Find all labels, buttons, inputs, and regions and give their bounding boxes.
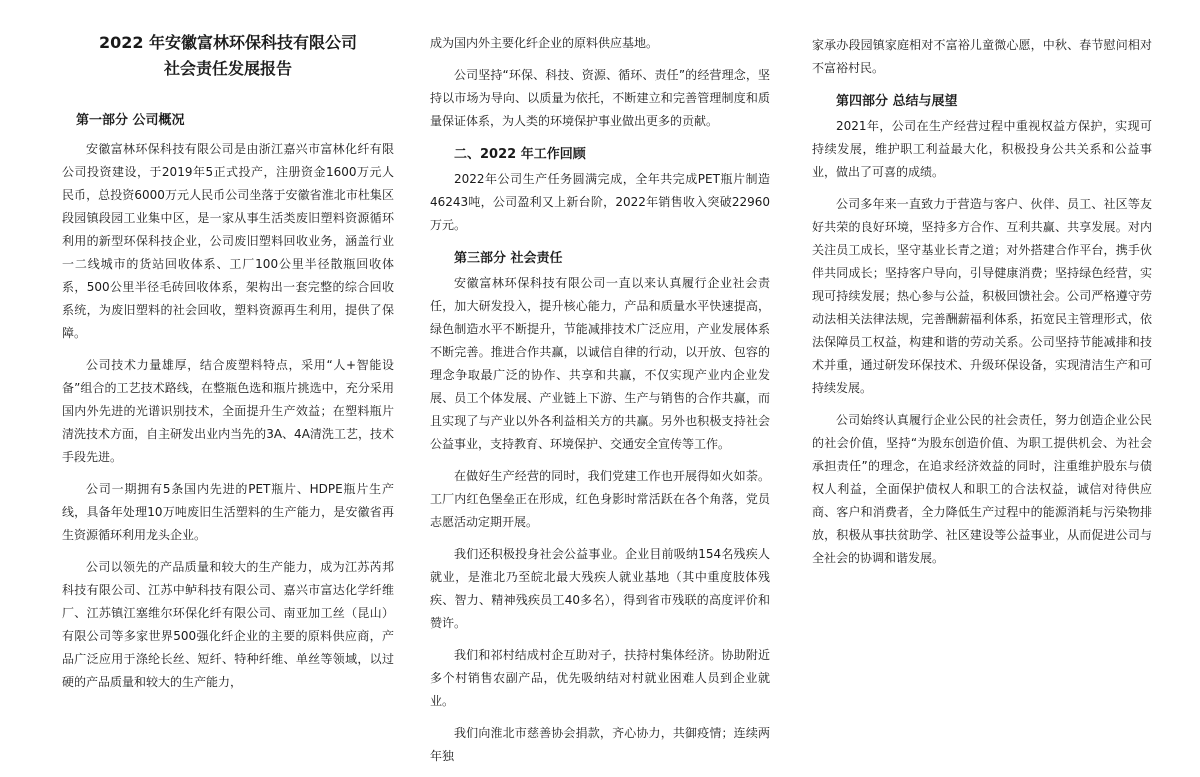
column-right [812, 34, 1152, 579]
paragraph: 我们向淮北市慈善协会捐款，齐心协力，共御疫情；连续两年独 [430, 726, 770, 763]
paragraph: 公司技术力量雄厚，结合废塑料特点，采用“人+智能设备”组合的工艺技术路线，在整瓶色选和瓶片挑选中，充分采用国内外先进的光谱识别技术，全面提升生产效益；在塑料瓶片清洗技术方面，自主研发出业内当先的3A、4A清洗工艺，技术手段先进。 [62, 358, 394, 464]
paragraph: 我们还积极投身社会公益事业。企业目前吸纳154名残疾人就业，是淮北乃至皖北最大残疾人就业基地（其中重度肢体残疾、智力、精神残疾员工40多名），得到省市残联的高度评价和赞许。 [430, 547, 770, 630]
section1-heading: 第一部分 公司概况 [76, 113, 185, 128]
section2-heading: 二、2022 年工作回顾 [454, 147, 586, 162]
paragraph: 我们和祁村结成村企互助对子，扶持村集体经济。协助附近多个村销售农副产品，优先吸纳结对村就业困难人员到企业就业。 [430, 648, 770, 708]
paragraph: 安徽富林环保科技有限公司是由浙江嘉兴市富林化纤有限公司投资建设，于2019年5正式投产，注册资金1600万元人民币，总投资6000万元人民币公司坐落于安徽省淮北市杜集区段园镇段园工业集中区，是一家从事生活类废旧塑料资源循环利用的新型环保科技企业，公司废旧塑料回收业务，涵盖行业一二线城市的货站回收体系、工厂100公里半径散瓶回收体系，500公里半径毛砖回收体系，架构出一套完整的综合回收系统，为废旧塑料的社会回收，塑料资源再生利用，提供了保障。 [62, 142, 394, 340]
paragraph: 公司始终认真履行企业公民的社会责任，努力创造企业公民的社会价值，坚持“为股东创造价值、为职工提供机会、为社会承担责任”的理念，在追求经济效益的同时，注重维护股东与债权人利益，全面保护债权人和职工的合法权益，诚信对待供应商、客户和消费者，全力降低生产过程中的能源消耗与污染物排放，积极从事扶贫助学、社区建设等公益事业，从而促进公司与全社会的协调和谐发展。 [812, 413, 1152, 565]
paragraph-continued: 成为国内外主要化纤企业的原料供应基地。 [430, 36, 659, 50]
report-title-line2: 社会责任发展报告 [163, 59, 292, 78]
paragraph-continued: 家承办段园镇家庭相对不富裕儿童微心愿，中秋、春节慰问相对不富裕村民。 [812, 38, 1152, 75]
section4-heading: 第四部分 总结与展望 [836, 94, 958, 109]
paragraph: 公司一期拥有5条国内先进的PET瓶片、HDPE瓶片生产线，具备年处理10万吨废旧生活塑料的生产能力，是安徽省再生资源循环利用龙头企业。 [62, 482, 394, 542]
report-title [62, 30, 394, 82]
section3-heading: 第三部分 社会责任 [454, 251, 563, 266]
paragraph: 2022年公司生产任务圆满完成，全年共完成PET瓶片制造46243吨，公司盈利又上新台阶，2022年销售收入突破22960万元。 [430, 172, 770, 232]
column-left [62, 30, 394, 703]
paragraph: 公司以领先的产品质量和较大的生产能力，成为江苏芮邦科技有限公司、江苏中鲈科技有限公司、嘉兴市富达化学纤维厂、江苏镇江塞维尔环保化纤有限公司、南亚加工丝（昆山）有限公司等多家世界500强化纤企业的主要的原料供应商，产品广泛应用于涤纶长丝、短纤、特种纤维、单丝等领域，以过硬的产品质量和较大的生产能力， [62, 560, 394, 689]
paragraph: 公司坚持“环保、科技、资源、循环、责任”的经营理念，坚持以市场为导向、以质量为依托，不断建立和完善管理制度和质量保证体系，为人类的环境保护事业做出更多的贡献。 [430, 68, 770, 128]
paragraph: 安徽富林环保科技有限公司一直以来认真履行企业社会责任，加大研发投入，提升核心能力，产品和质量水平快速提高，绿色制造水平不断提升，节能减排技术广泛应用，产业发展体系不断完善。推进合作共赢，以诚信自律的行动，以开放、包容的理念争取最广泛的协作、共享和共赢，不仅实现产业内企业发展、员工个体发展、产业链上下游、生产与销售的合作共赢，而且实现了与产业以外各利益相关方的共赢。另外也积极支持社会公益事业，支持教育、环境保护、交通安全宣传等工作。 [430, 276, 770, 451]
column-middle [430, 32, 770, 777]
report-title-line1: 2022 年安徽富林环保科技有限公司 [98, 33, 358, 52]
paragraph: 公司多年来一直致力于营造与客户、伙伴、员工、社区等友好共荣的良好环境，坚持多方合作、互利共赢、共享发展。对内关注员工成长，坚守基业长青之道；对外搭建合作平台，携手伙伴共同成长；坚持客户导向，引导健康消费；坚持绿色经营，实现可持续发展；热心参与公益，积极回馈社会。公司严格遵守劳动法相关法律法规，完善酬薪福利体系，拓宽民主管理形式，依法保障员工权益，构建和谐的劳动关系。公司坚持节能减排和技术并重，通过研发环保技术、升级环保设备，实现清洁生产和可持续发展。 [812, 197, 1152, 395]
paragraph: 2021年，公司在生产经营过程中重视权益方保护，实现可持续发展，维护职工利益最大化，积极投身公共关系和公益事业，做出了可喜的成绩。 [812, 119, 1152, 179]
paragraph: 在做好生产经营的同时，我们党建工作也开展得如火如荼。工厂内红色堡垒正在形成，红色身影时常活跃在各个角落，党员志愿活动定期开展。 [430, 469, 770, 529]
